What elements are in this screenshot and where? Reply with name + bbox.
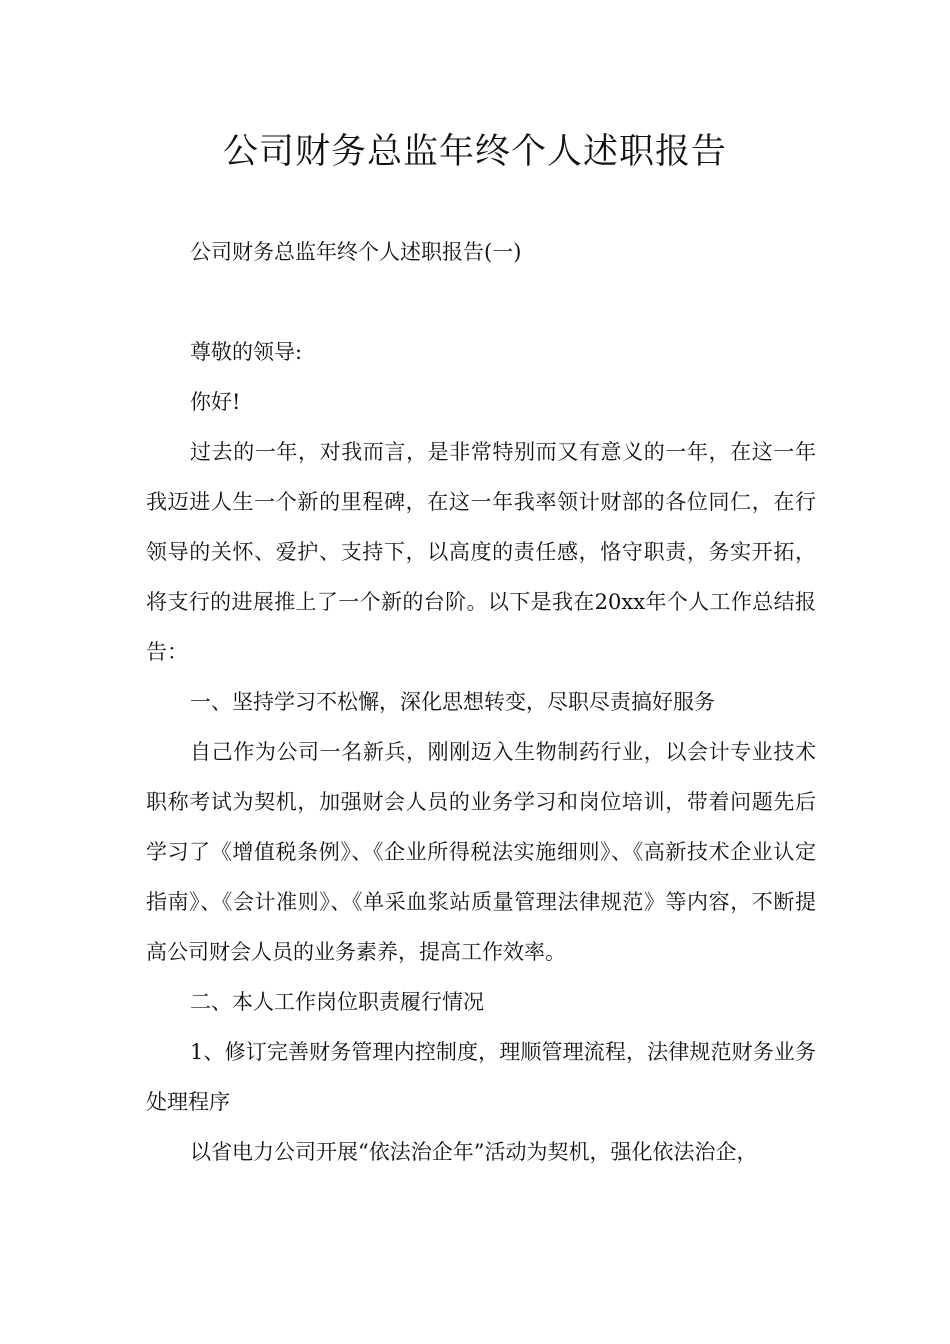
section-heading-2: 二、本人工作岗位职责履行情况 (190, 990, 484, 1014)
salutation: 你好! (190, 390, 241, 414)
document-title: 公司财务总监年终个人述职报告 (222, 132, 727, 172)
document-body (146, 227, 816, 1177)
section-heading-1: 一、坚持学习不松懈，深化思想转变，尽职尽责搞好服务 (190, 690, 715, 714)
subsection-heading-1: 1、修订完善财务管理内控制度，理顺管理流程，法律规范财务业务处理程序 (146, 1040, 816, 1114)
paragraph-study: 自己作为公司一名新兵，刚刚迈入生物制药行业，以会计专业技术职称考试为契机，加强财会人员的业务学习和岗位培训，带着问题先后学习了《增值税条例》、《企业所得税法实施细则》、《高新技术企业认定指南》、《会计准则》、《单采血浆站质量管理法律规范》等内容，不断提高公司财会人员的业务素养，提高工作效率。 (146, 740, 816, 964)
document-subtitle: 公司财务总监年终个人述职报告(一) (190, 240, 522, 264)
paragraph-intro: 过去的一年，对我而言，是非常特别而又有意义的一年，在这一年我迈进人生一个新的里程碑，在这一年我率领计财部的各位同仁，在行领导的关怀、爱护、支持下，以高度的责任感，恪守职责，务实开拓，将支行的进展推上了一个新的台阶。以下是我在20xx年个人工作总结报告： (146, 440, 816, 664)
paragraph-rule-of-law: 以省电力公司开展“依法治企年”活动为契机，强化依法治企， (190, 1140, 758, 1164)
greeting: 尊敬的领导: (190, 340, 303, 364)
